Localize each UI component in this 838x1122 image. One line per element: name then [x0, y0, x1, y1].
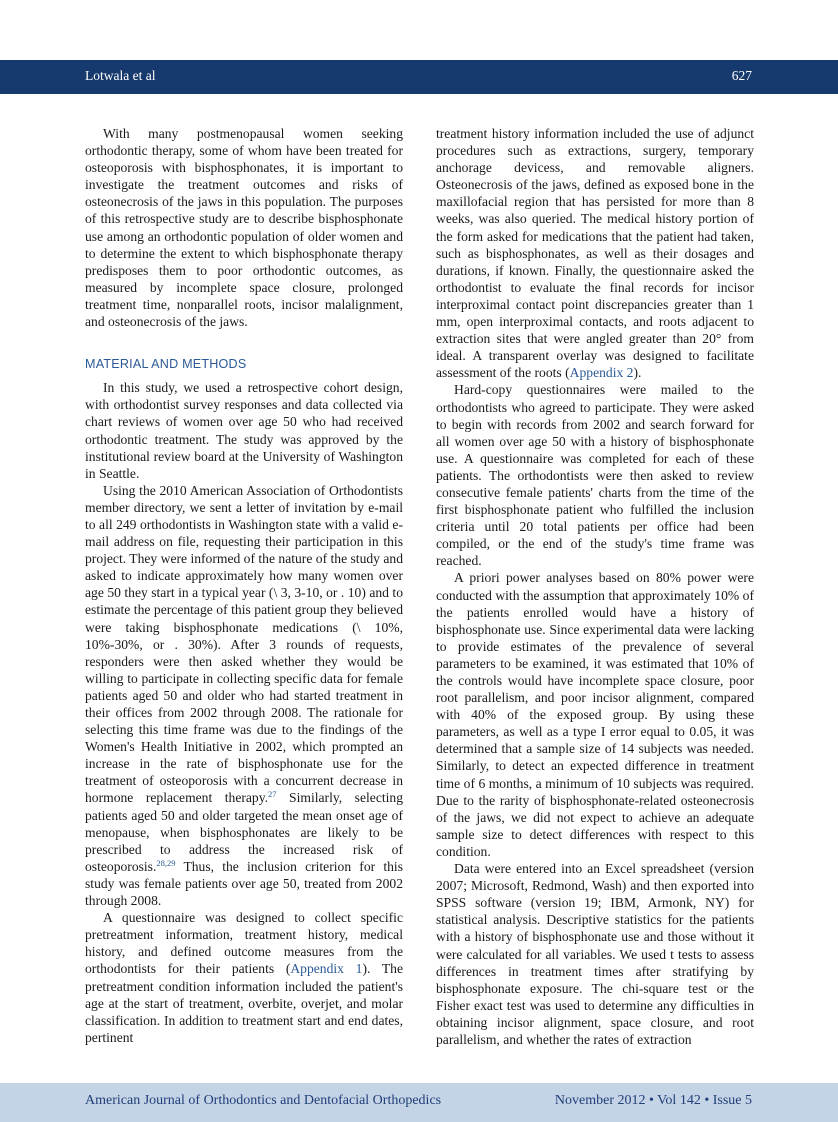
right-paragraph-1 [436, 125, 754, 381]
methods-p2-text-b: Similarly, selecting patients aged 50 and older targeted the mean onset age of menopause, when bisphosphonates are likely to be prescribed to address the increased risk of osteoporosis. [85, 790, 403, 874]
right-p1-text-b: ). [633, 365, 642, 381]
right-column [436, 125, 754, 1048]
header-page-number: 627 [731, 68, 752, 83]
right-paragraph-4: Data were entered into an Excel spreadsheet (version 2007; Microsoft, Redmond, Wash) and then exported into SPSS software (version 19; IBM, Armonk, NY) for statistical analysis. Descriptive statistics for the patients with a history of bisphosphonate use and those without it were calculated for all variables. We used t tests to assess differences in treatment times after stratifying by bisphosphonate exposure. The chi-square test or the Fisher exact test was used to determine any difficulties in obtaining incisor alignment, space closure, and root parallelism, and whether the rates of extraction [436, 861, 754, 1047]
methods-paragraph-1: In this study, we used a retrospective cohort design, with orthodontist survey responses and data collected via chart reviews of women over age 50 who had received orthodontic treatment. The study was approved by the institutional review board at the University of Washington in Seattle. [85, 380, 403, 481]
methods-p2-text-c: Thus, the inclusion criterion for this study was female patients over age 50, treated from 2002 through 2008. [85, 858, 403, 909]
section-heading-methods: MATERIAL AND METHODS [85, 357, 247, 372]
running-footer [0, 1083, 838, 1122]
footer-journal-title: American Journal of Orthodontics and Dentofacial Orthopedics [85, 1093, 442, 1108]
right-paragraph-2: Hard-copy questionnaires were mailed to the orthodontists who agreed to participate. They were asked to begin with records from 2002 and search forward for all women over age 50 with a history of bisphosphonate use. A questionnaire was completed for each of these patients. The orthodontists were then asked to review consecutive female patients' charts from the time of the first bisphosphonate patient who fulfilled the inclusion criteria until 20 total patients per office had been compiled, or the end of the study's time frame was reached. [436, 382, 754, 569]
right-p1-text-a: treatment history information included the use of adjunct procedures such as extractions, surgery, temporary anchorage devicess, and removable aligners. Osteonecrosis of the jaws, defined as exposed bone in the maxillofacial region that has persisted for more than 8 weeks, was also queried. The medical history portion of the form asked for medications that the patient had taken, such as bisphosphonates, as well as their dosages and durations, if known. Finally, the questionnaire asked the orthodontist to evaluate the final records for incisor interproximal contact point discrepancies greater than 1 mm, open interproximal contacts, and roots adjacent to extraction sites that were angled greater than 20° from ideal. A transparent overlay was designed to facilitate assessment of the roots ( [436, 126, 754, 381]
footer-issue-info: November 2012 • Vol 142 • Issue 5 [554, 1093, 752, 1108]
right-paragraph-3: A priori power analyses based on 80% power were conducted with the assumption that approximately 10% of the patients enrolled would have a history of bisphosphonate use. Since experimental data were lacking to provide estimates of the prevalence of several parameters to be examined, it was estimated that 10% of the controls would have incomplete space closure, poor root parallelism, and poor incisor alignment, compared with 40% of the exposed group. By using these parameters, as well as a type I error equal to 0.05, it was determined that a sample size of 14 subjects was needed. Similarly, to detect an expected difference in treatment time of 6 months, a minimum of 10 subjects was required. Due to the rarity of bisphosphonate-related osteonecrosis of the jaws, we did not expect to achieve an adequate sample size to detect differences with respect to this condition. [436, 570, 754, 859]
left-column [85, 125, 403, 1046]
methods-paragraph-2 [85, 482, 403, 909]
appendix-2-link[interactable]: Appendix 2 [569, 365, 634, 381]
header-author: Lotwala et al [85, 68, 156, 83]
appendix-1-link[interactable]: Appendix 1 [290, 961, 363, 977]
methods-p3-text-b: ). The pretreatment condition information included the patient's age at the start of treatment, overbite, overjet, and molar classification. In addition to treatment start and end dates, pertinent [85, 961, 403, 1045]
methods-paragraph-3 [85, 909, 403, 1046]
intro-paragraph: With many postmenopausal women seeking orthodontic therapy, some of whom have been treated for osteoporosis with bisphosphonates, it is important to investigate the treatment outcomes and risks of osteonecrosis of the jaws in this population. The purposes of this retrospective study are to describe bisphosphonate use among an orthodontic population of older women and to determine the extent to which bisphosphonate therapy predisposes them to poor orthodontic outcomes, as measured by incomplete space closure, prolonged treatment time, nonparallel roots, incisor malalignment, and osteonecrosis of the jaws. [85, 126, 403, 330]
methods-p3-text-a: A questionnaire was designed to collect specific pretreatment information, treatment history, medical history, and defined outcome measures from the orthodontists for their patients ( [85, 910, 403, 977]
reference-28-29[interactable]: 28,29 [156, 857, 176, 868]
running-header [0, 60, 838, 94]
reference-27[interactable]: 27 [268, 789, 277, 800]
methods-p2-text-a: Using the 2010 American Association of Orthodontists member directory, we sent a letter of invitation by e-mail to all 249 orthodontists in Washington state with a valid e-mail address on file, requesting their participation in this project. They were informed of the nature of the study and asked to indicate approximately how many women over age 50 they start in a typical year (\ 3, 3-10, or . 10) and to estimate the percentage of this patient group they believed were taking bisphosphonate medications (\ 10%, 10%-30%, or . 30%). After 3 rounds of requests, responders were then asked whether they would be willing to participate in collecting specific data for female patients aged 50 and older who had started treatment in their offices from 2002 through 2008. The rationale for selecting this time frame was due to the findings of the Women's Health Initiative in 2002, which prompted an increase in the rate of bisphosphonate use for the treatment of osteoporosis with a concurrent decrease in hormone replacement therapy. [85, 482, 403, 806]
